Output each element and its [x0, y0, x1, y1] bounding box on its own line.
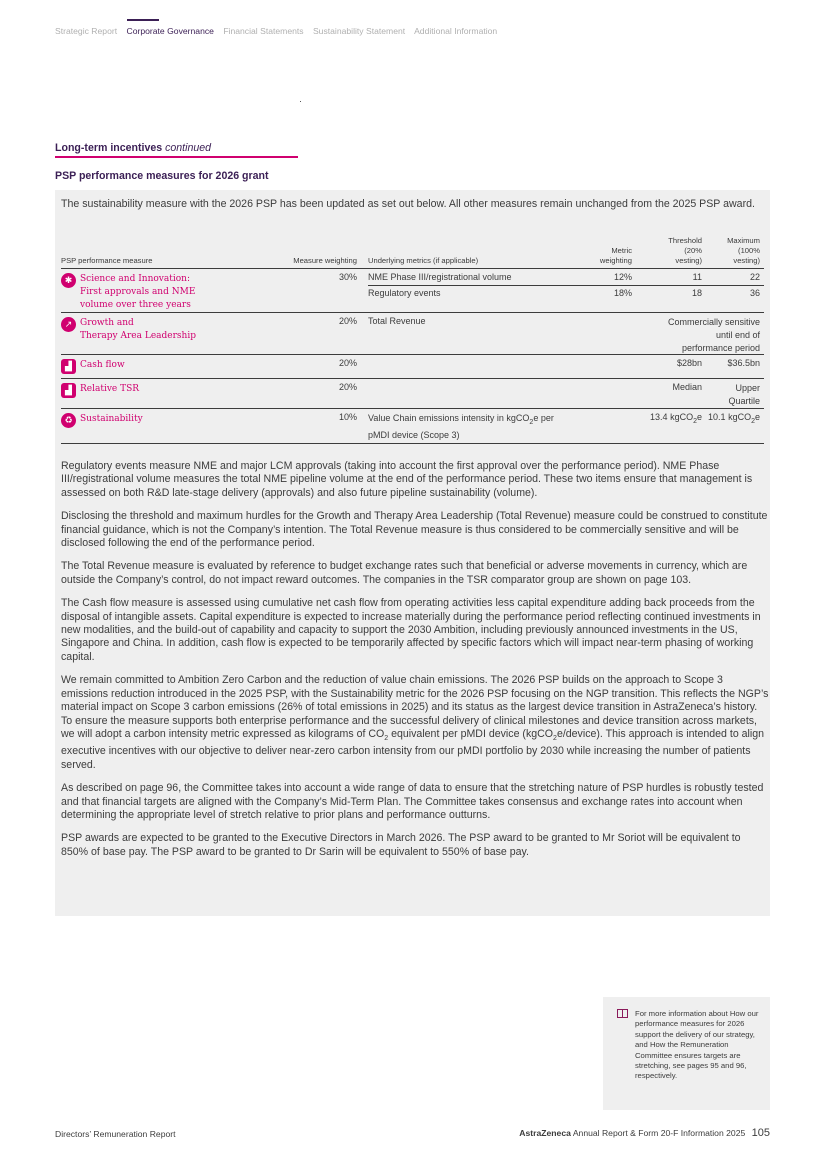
sub-metric-row [368, 269, 764, 286]
measure-name: Growth and Therapy Area Leadership [80, 318, 196, 341]
cash-flow-icon: ▟ [61, 359, 76, 374]
sub-metric-row [368, 313, 764, 353]
table-row [61, 409, 764, 444]
sub-metric-row [368, 379, 764, 406]
nav-strategic-report[interactable]: Strategic Report [55, 26, 118, 36]
paragraph: We remain committed to Ambition Zero Carbon and the reduction of value chain emissions. The 2026 PSP builds on the approach to Scope 3 emissions reduction introduced in the 2025 PSP, with the Sustainability metric for the 2026 PSP focusing on the NGP transition. This reflects the NGP’s material impact on Scope 3 carbon emissions (26% of total emissions in 2025) and its status as the largest device transition in AstraZeneca’s history. To ensure the measure supports both enterprise performance and the successful delivery of clinical milestones and device transition across markets, we will adopt a carbon intensity metric expressed as kilograms of $CO_2$ equivalent per pMDI device (kgCO$_2$e/device). This approach is intended to align executive incentives with our objective to deliver near-zero carbon intensity from our pMDI portfolio by 2030 while increasing the number of patients served. [61, 674, 769, 771]
measure-name: Science and Innovation: First approvals and NME volume over three years [80, 274, 196, 310]
commercially-sensitive-note: Commercially sensitive until end of performance period [667, 317, 760, 353]
threshold-value: 18 [691, 288, 702, 298]
sustainability-icon: ♻ [61, 413, 76, 428]
maximum-value: $36.5bn [727, 358, 760, 368]
metric-name: Regulatory events [368, 288, 441, 298]
footer-document [519, 1127, 770, 1139]
content-panel [55, 190, 770, 916]
header-maximum: Maximum (100% vesting) [727, 236, 760, 265]
page-number: 105 [751, 1127, 770, 1139]
paragraph: The Cash flow measure is assessed using cumulative net cash flow from operating activities less capital expenditure adding back proceeds from the disposal of intangible assets. Capital expenditure is expected to increase materially during the performance period reflecting continued investments in new modalities, and the build-out of capability and capacity to support the 2030 Ambition, including previously announced investments in the US, Singapore and China. In addition, cash flow is expected to be temporarily affected by specific factors which will impact near-term phasing of working capital. [61, 597, 761, 663]
measure-name: Cash flow [80, 360, 125, 370]
metric-name: NME Phase III/registrational volume [368, 272, 512, 282]
measure-weighting: 20% [338, 358, 357, 368]
paragraph: PSP awards are expected to be granted to the Executive Directors in March 2026. The PSP award to be granted to Mr Soriot will be equivalent to 850% of base pay. The PSP award to be granted to Dr Sarin will be equivalent to 550% of base pay. [61, 832, 741, 858]
footer-doc-title: Annual Report & Form 20-F Information 2025 [572, 1128, 746, 1138]
sub-metric-row [368, 285, 764, 301]
table-row [61, 355, 764, 379]
section-heading [55, 142, 298, 158]
measure-weighting: 20% [338, 316, 357, 326]
header-measure: PSP performance measure [61, 256, 153, 265]
info-text: For more information about How our performance measures for 2026 support the delivery of our strategy, and How the Remuneration Committee ensures targets are stretching, see pages 95 and 96, respectively. [635, 1009, 759, 1081]
paragraph: As described on page 96, the Committee takes into account a wide range of data to ensure that the stretching nature of PSP hurdles is robustly tested and that financial targets are aligned with the Company’s Mid-Term Plan. The Committee takes consensus and exchange rates into account when determining the appropriate level of stretch relative to prior plans and performance outturns. [61, 782, 764, 822]
paragraph: The Total Revenue measure is evaluated by reference to budget exchange rates such that beneficial or adverse movements in currency, which are outside the Company’s control, do not impact reward outcomes. The companies in the TSR comparator group are shown on page 103. [61, 560, 748, 586]
measure-weighting: 20% [338, 382, 357, 392]
intro-text: The sustainability measure with the 2026 PSP has been updated as set out below. All other measures remain unchanged from the 2025 PSP award. [61, 198, 755, 210]
info-box [603, 997, 770, 1110]
threshold-value: 13.4 kgCO$_2$e [650, 412, 702, 425]
footer-section-name: Directors’ Remuneration Report [55, 1129, 176, 1139]
table-row [61, 269, 764, 313]
measure-name: Relative TSR [80, 384, 140, 394]
section-title: Long-term incentives [55, 142, 163, 154]
measure-weighting: 10% [338, 412, 357, 422]
nav-corporate-governance[interactable]: Corporate Governance [126, 26, 214, 36]
growth-icon: ↗ [61, 317, 76, 332]
maximum-value: Upper Quartile [728, 383, 760, 406]
book-icon [617, 1009, 628, 1018]
nav-additional-information[interactable]: Additional Information [414, 26, 498, 36]
table-row [61, 313, 764, 355]
footer-brand: AstraZeneca [519, 1128, 571, 1138]
nav-sustainability-statement[interactable]: Sustainability Statement [312, 26, 406, 36]
section-suffix: continued [165, 142, 212, 154]
stray-dot [300, 101, 301, 102]
threshold-value: 11 [692, 272, 702, 282]
sub-metric-row [368, 355, 764, 371]
header-metrics: Underlying metrics (if applicable) [368, 256, 479, 265]
metric-weighting: 12% [613, 272, 632, 282]
paragraph: Disclosing the threshold and maximum hurdles for the Growth and Therapy Area Leadership (Total Revenue) measure could be construed to constitute financial guidance, which is not the Company’s intention. The Total Revenue measure is thus considered to be commercially sensitive and will be disclosed following the end of the performance period. [61, 510, 768, 550]
table-row [61, 379, 764, 409]
header-threshold: Threshold (20% vesting) [668, 236, 702, 265]
maximum-value: 36 [749, 288, 760, 298]
header-weighting: Measure weighting [293, 256, 357, 265]
tsr-icon: ▟ [61, 383, 76, 398]
body-text [61, 460, 769, 869]
maximum-value: 22 [749, 272, 760, 282]
table-header [61, 237, 764, 269]
top-navigation [55, 26, 504, 36]
metric-weighting: 18% [613, 288, 632, 298]
measure-weighting: 30% [338, 272, 357, 282]
subsection-title: PSP performance measures for 2026 grant [55, 170, 269, 182]
header-metric-weighting: Metric weighting [599, 246, 632, 265]
metric-name: Value Chain emissions intensity in kgCO$_2$e per pMDI device (Scope 3) [368, 413, 554, 440]
threshold-value: Median [672, 382, 702, 392]
measure-name: Sustainability [80, 414, 143, 424]
sub-metric-row [368, 409, 764, 440]
threshold-value: $28bn [676, 358, 702, 368]
psp-measures-table [61, 237, 764, 444]
metric-name: Total Revenue [368, 316, 426, 326]
science-icon: ✱ [61, 273, 76, 288]
paragraph: Regulatory events measure NME and major LCM approvals (taking into account the first approval over the performance period). NME Phase III/registrational volume measures the total NME pipeline volume at the end of the performance period. These two items ensure that management is assessed on both R&D late-stage delivery (approvals) and also future pipeline sustainability (volume). [61, 460, 753, 499]
maximum-value: 10.1 kgCO$_2$e [708, 412, 760, 425]
nav-financial-statements[interactable]: Financial Statements [223, 26, 304, 36]
